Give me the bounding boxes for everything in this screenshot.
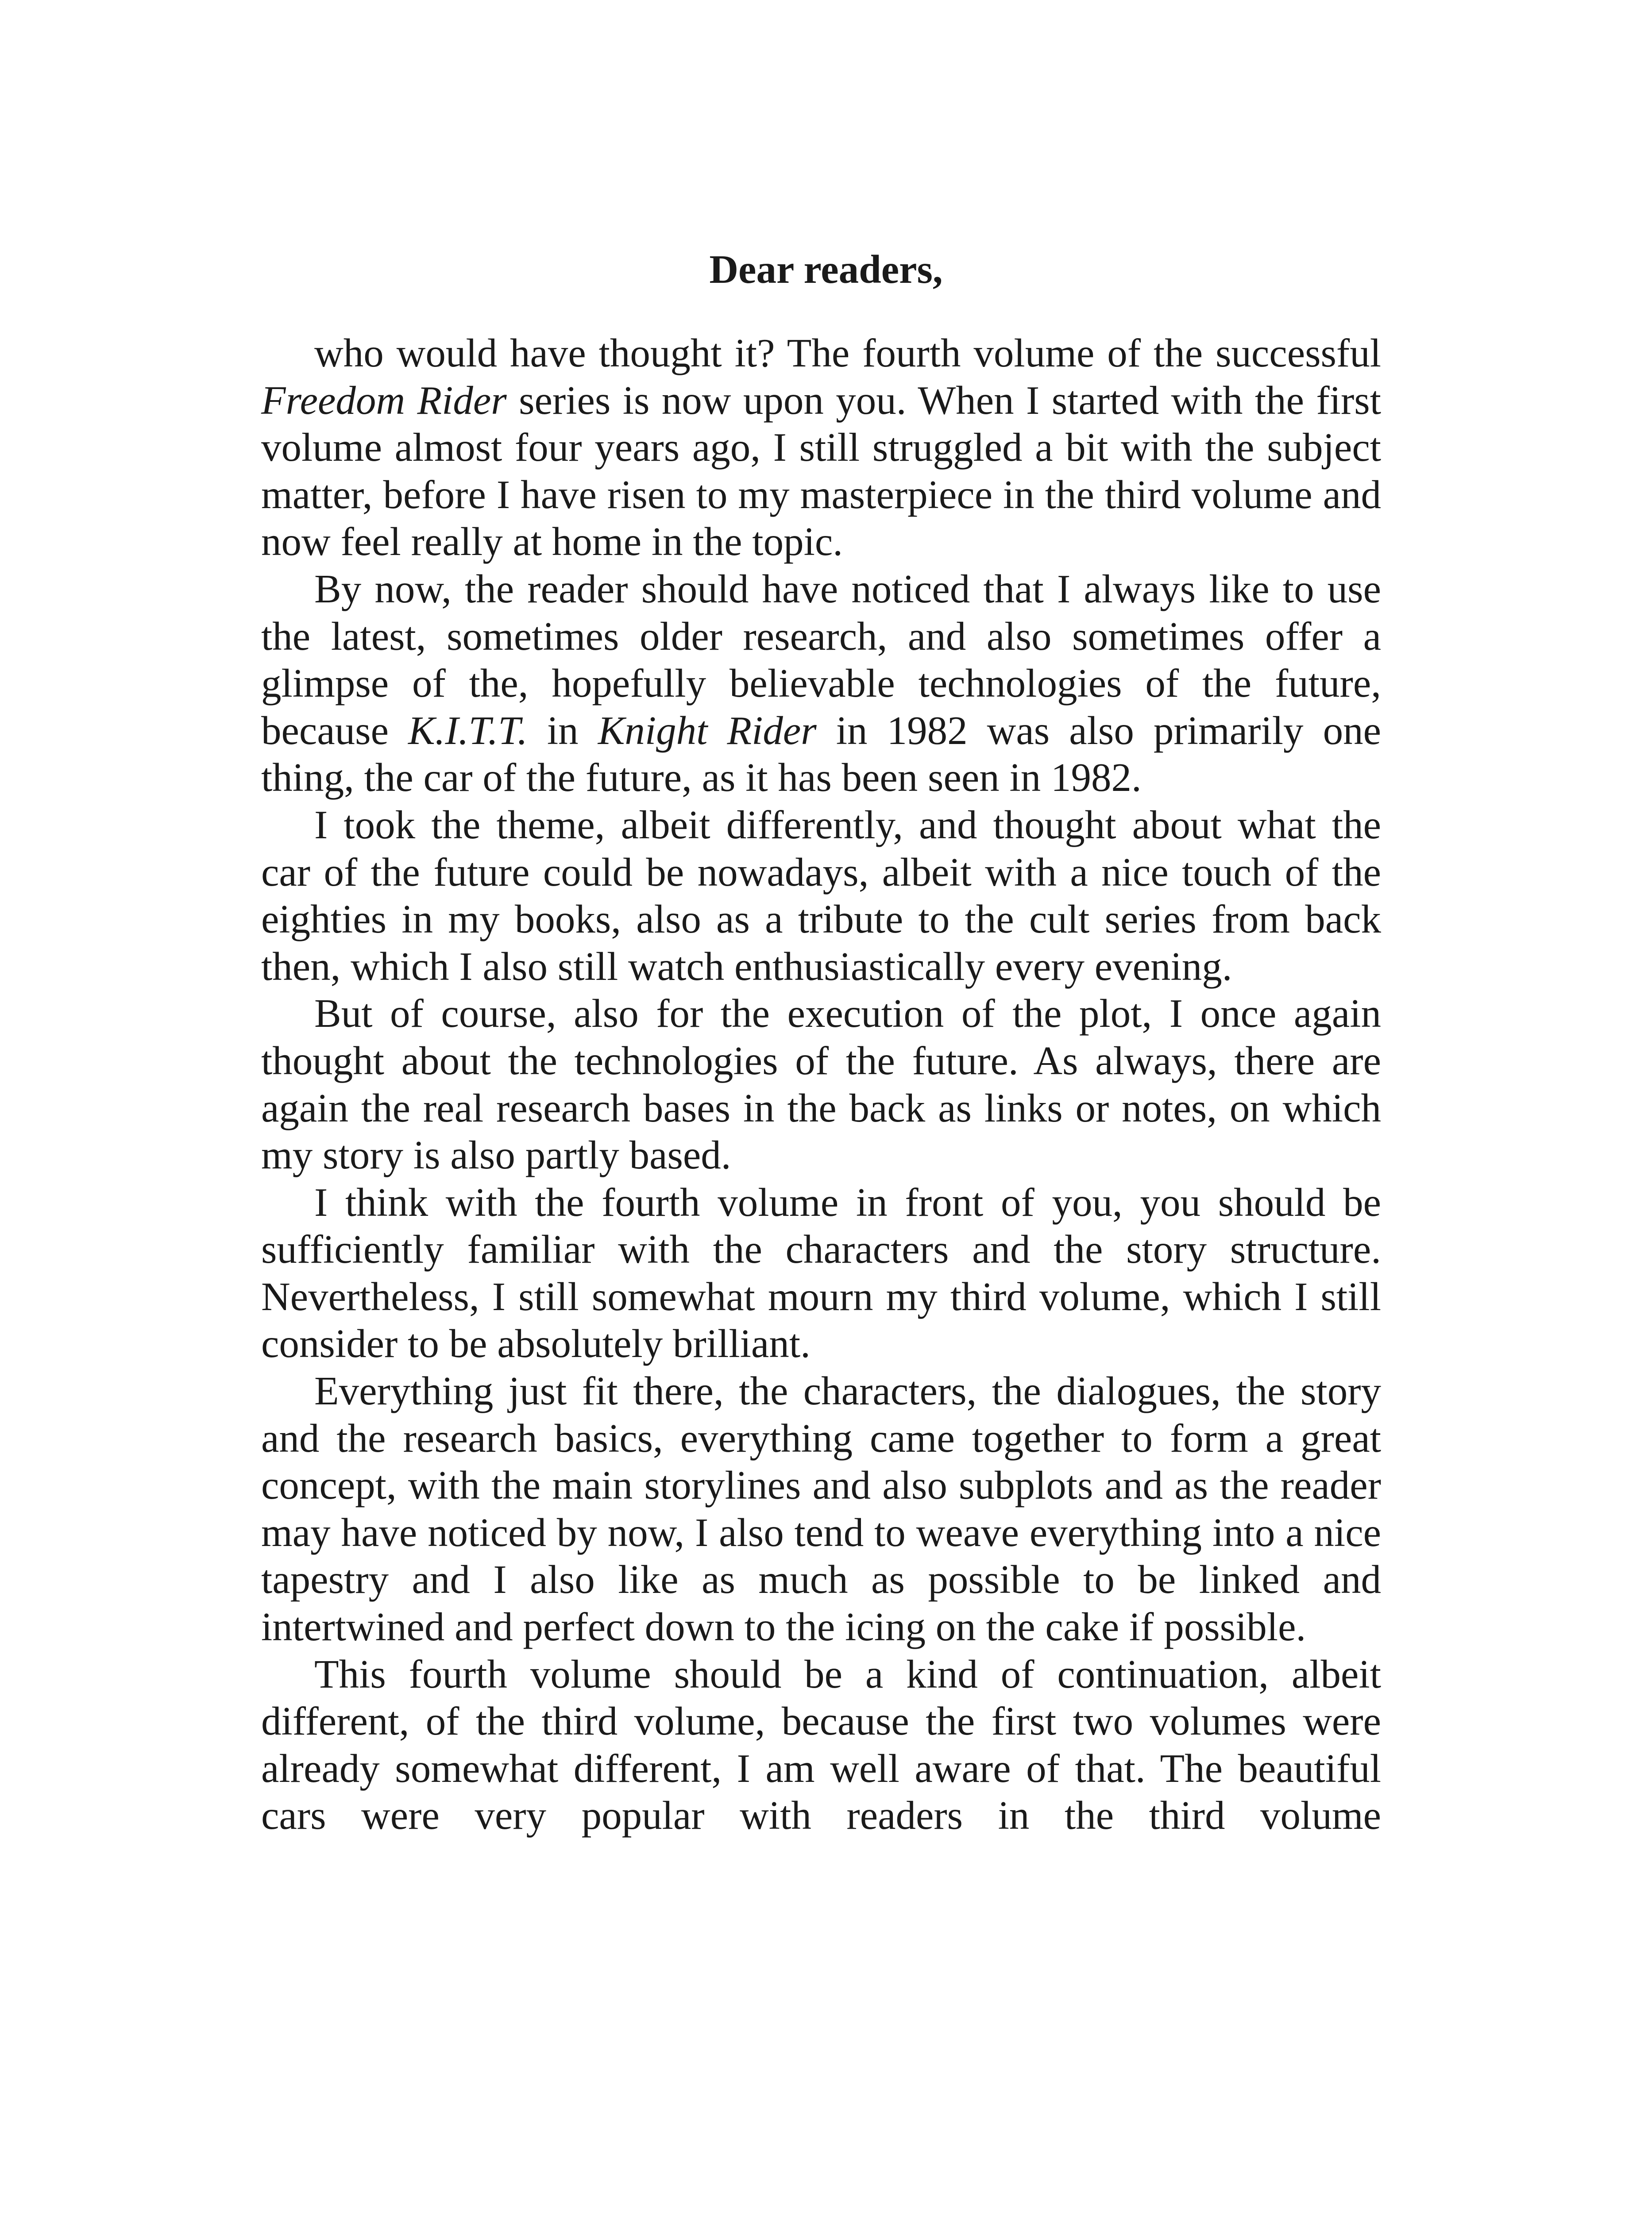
paragraph-4: But of course, also for the execution of the plot, I once again thought about the technologies of the future. As always, there are again the real research bases in the back as links or notes, on which my story is also partly based. (261, 991, 1381, 1178)
paragraph-2-text-a: By now, the reader should have noticed that I always like to use the latest, sometimes older research, and also sometimes offer a glimpse of the, hopefully believable technologies of the future, because (261, 566, 1381, 753)
paragraph-2-text-c: in 1982 was also primarily one thing, the car of the future, as it has been seen in 1982. (261, 708, 1381, 800)
letter-body (261, 330, 1381, 1839)
paragraph-6: Everything just fit there, the characters, the dialogues, the story and the research basics, everything came together to form a great concept, with the main storylines and also subplots and as the reader may have noticed by now, I also tend to weave everything into a nice tapestry and I also like as much as possible to be linked and intertwined and perfect down to the icing on the cake if possible. (261, 1369, 1381, 1650)
paragraph-1-text-a: who would have thought it? The fourth volume of the successful (314, 331, 1381, 375)
paragraph-2-text-b: in (527, 708, 598, 753)
paragraph-2 (261, 566, 1381, 802)
paragraph-1 (261, 330, 1381, 566)
paragraph-1-text-b: series is now upon you. When I started with the first volume almost four years ago, I still struggled a bit with the subject matter, before I have risen to my masterpiece in the third volume and now feel really at home in the topic. (261, 378, 1382, 564)
title-kitt: K.I.T.T. (408, 708, 528, 753)
title-knight-rider: Knight Rider (598, 708, 817, 753)
paragraph-3: I took the theme, albeit differently, and thought about what the car of the future could be nowadays, albeit with a nice touch of the eighties in my books, also as a tribute to the cult series from back then, which I also still watch enthusiastically every evening. (261, 802, 1381, 989)
salutation-heading: Dear readers, (709, 247, 943, 292)
series-title-freedom-rider: Freedom Rider (261, 378, 507, 423)
paragraph-5: I think with the fourth volume in front of you, you should be sufficiently familiar with the characters and the story structure. Nevertheless, I still somewhat mourn my third volume, which I still consider to be absolutely brilliant. (261, 1180, 1381, 1366)
paragraph-7: This fourth volume should be a kind of continuation, albeit different, of the third volume, because the first two volumes were already somewhat different, I am well aware of that. The beautiful cars were very popular with readers in the third volume (261, 1651, 1381, 1838)
